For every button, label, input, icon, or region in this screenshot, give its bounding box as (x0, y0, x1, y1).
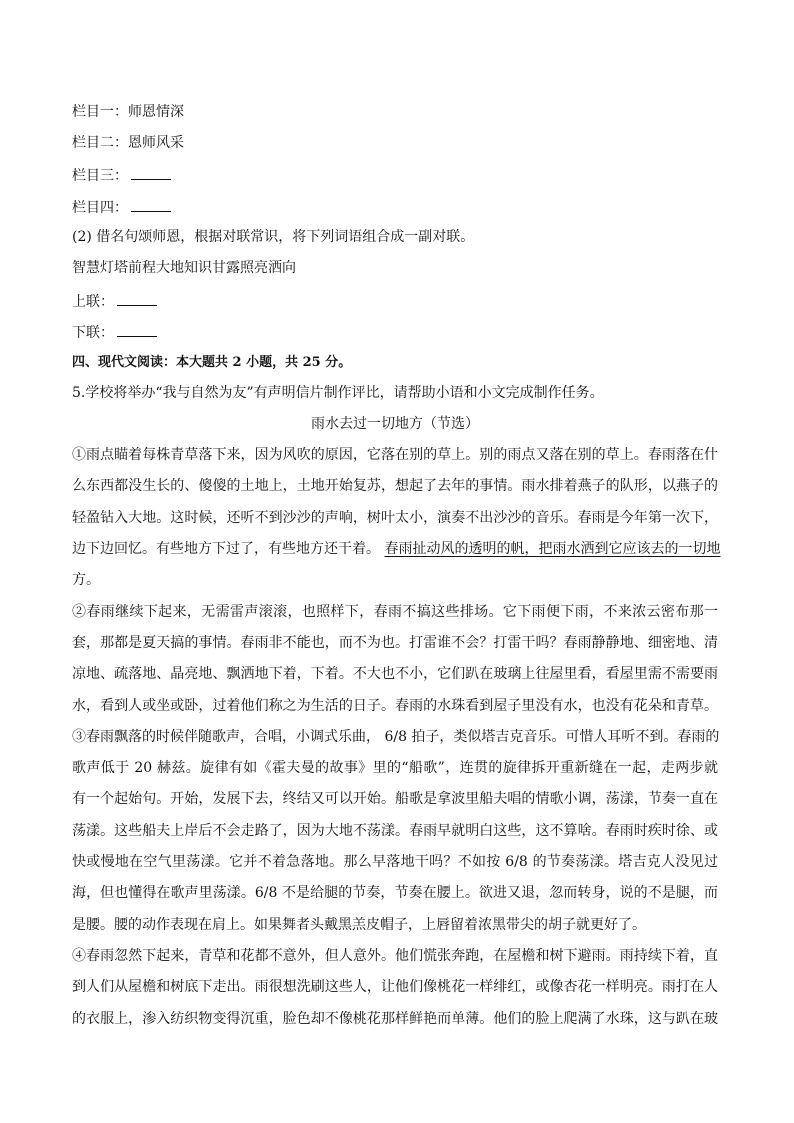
para-3-line-6: 海，但也懂得在歌声里荡漾。6/8 不是给腿的节奏，节奏在腰上。欲进又退，忽而转身，说的不是腿，而 (72, 885, 718, 901)
para-2-line-1: ②春雨继续下起来，无需雷声滚滚，也照样下，春雨不搞这些排场。它下雨便下雨，不来浓云密布那一 (72, 604, 718, 620)
para-1-line-3: 轻盈钻入大地。这时候，还听不到沙沙的声响，树叶太小，演奏不出沙沙的音乐。春雨是今年第一次下， (72, 510, 718, 526)
para-3-line-2: 歌声低于 20 赫兹。旋律有如《霍夫曼的故事》里的“船歌”，连贯的旋律拆开重新缝在一起，走两步就 (72, 760, 718, 776)
para-3-line-4: 荡漾。这些船夫上岸后不会走路了，因为大地不荡漾。春雨早就明白这些，这不算啥。春雨时疾时徐、或 (72, 823, 718, 839)
para-2-line-4: 水，看到人或坐或卧，过着他们称之为生活的日子。春雨的水珠看到屋子里没有水，也没有花朵和青草。 (72, 698, 718, 714)
question-2: (2) 借名句颂师恩，根据对联常识，将下列词语组合成一副对联。 (72, 229, 475, 245)
lanmu-2: 栏目二：恩师风采 (72, 135, 184, 151)
underlined-sentence: 春雨扯动风的透明的帆，把雨水洒到它应该去的一切地 (384, 541, 721, 557)
lanmu-3-label: 栏目三： (72, 168, 128, 184)
question-5: 5.学校将举办“我与自然为友”有声明信片制作评比，请帮助小语和小文完成制作任务。 (72, 385, 604, 401)
section-4-heading: 四、现代文阅读：本大题共 2 小题，共 25 分。 (72, 355, 352, 370)
para-3-line-1: ③春雨飘落的时候伴随歌声，合唱，小调式乐曲， 6/8 拍子，类似塔吉克音乐。可惜人耳听不到。春雨的 (72, 729, 720, 745)
couplet-words: 智慧灯塔前程大地知识甘露照亮洒向 (72, 260, 296, 276)
para-1-line-4-text: 边下边回忆。有些地方下过了，有些地方还干着。 (72, 541, 380, 557)
answer-blank-shanglian[interactable] (117, 291, 157, 306)
lanmu-4-label: 栏目四： (72, 200, 128, 216)
para-1-line-5: 方。 (72, 572, 100, 588)
para-2-line-2: 套，那都是夏天搞的事情。春雨非不能也，而不为也。打雷谁不会？打雷干吗？春雨静静地、细密地、清 (72, 635, 718, 651)
para-4-line-2: 到人们从屋檐和树底下走出。雨很想洗刷这些人，让他们像桃花一样绯红，或像杏花一样明亮。雨打在人 (72, 979, 718, 995)
para-1-line-1: ①雨点瞄着每株青草落下来，因为风吹的原因，它落在别的草上。别的雨点又落在别的草上。春雨落在什 (72, 447, 718, 463)
para-3-line-7: 是腰。腰的动作表现在肩上。如果舞者头戴黑羔皮帽子，上唇留着浓黑带尖的胡子就更好了。 (72, 917, 646, 933)
shanglian-label: 上联： (72, 294, 114, 310)
para-4-line-3: 的衣服上，渗入纺织物变得沉重，脸色却不像桃花那样鲜艳而单薄。他们的脸上爬满了水珠，这与趴在玻 (72, 1011, 718, 1027)
lanmu-1: 栏目一：师恩情深 (72, 104, 184, 120)
lanmu-4 (72, 197, 171, 217)
shanglian (72, 291, 157, 311)
lanmu-3 (72, 165, 171, 185)
answer-blank-xialian[interactable] (117, 322, 157, 337)
answer-blank-lanmu4[interactable] (131, 197, 171, 212)
xialian-label: 下联： (72, 325, 114, 341)
para-4-line-1: ④春雨忽然下起来，青草和花都不意外，但人意外。他们慌张奔跑，在屋檐和树下避雨。雨持续下着，直 (72, 948, 718, 964)
xialian (72, 322, 157, 342)
para-1-line-2: 么东西都没生长的、傻傻的土地上，土地开始复苏，想起了去年的事情。雨水排着燕子的队形，以燕子的 (72, 478, 718, 494)
para-2-line-3: 凉地、疏落地、晶亮地、飘洒地下着，下着。不大也不小，它们趴在玻璃上往屋里看，看屋里需不需要雨 (72, 666, 718, 682)
para-3-line-3: 有一个起始句。开始，发展下去，终结又可以开始。船歌是拿波里船夫唱的情歌小调，荡漾，节奏一直在 (72, 791, 718, 807)
para-1-line-4 (72, 540, 721, 558)
article-title: 雨水去过一切地方（节选） (311, 416, 479, 432)
para-3-line-5: 快或慢地在空气里荡漾。它并不着急落地。那么早落地干吗？不如按 6/8 的节奏荡漾。塔吉克人没见过 (72, 854, 718, 870)
answer-blank-lanmu3[interactable] (131, 165, 171, 180)
